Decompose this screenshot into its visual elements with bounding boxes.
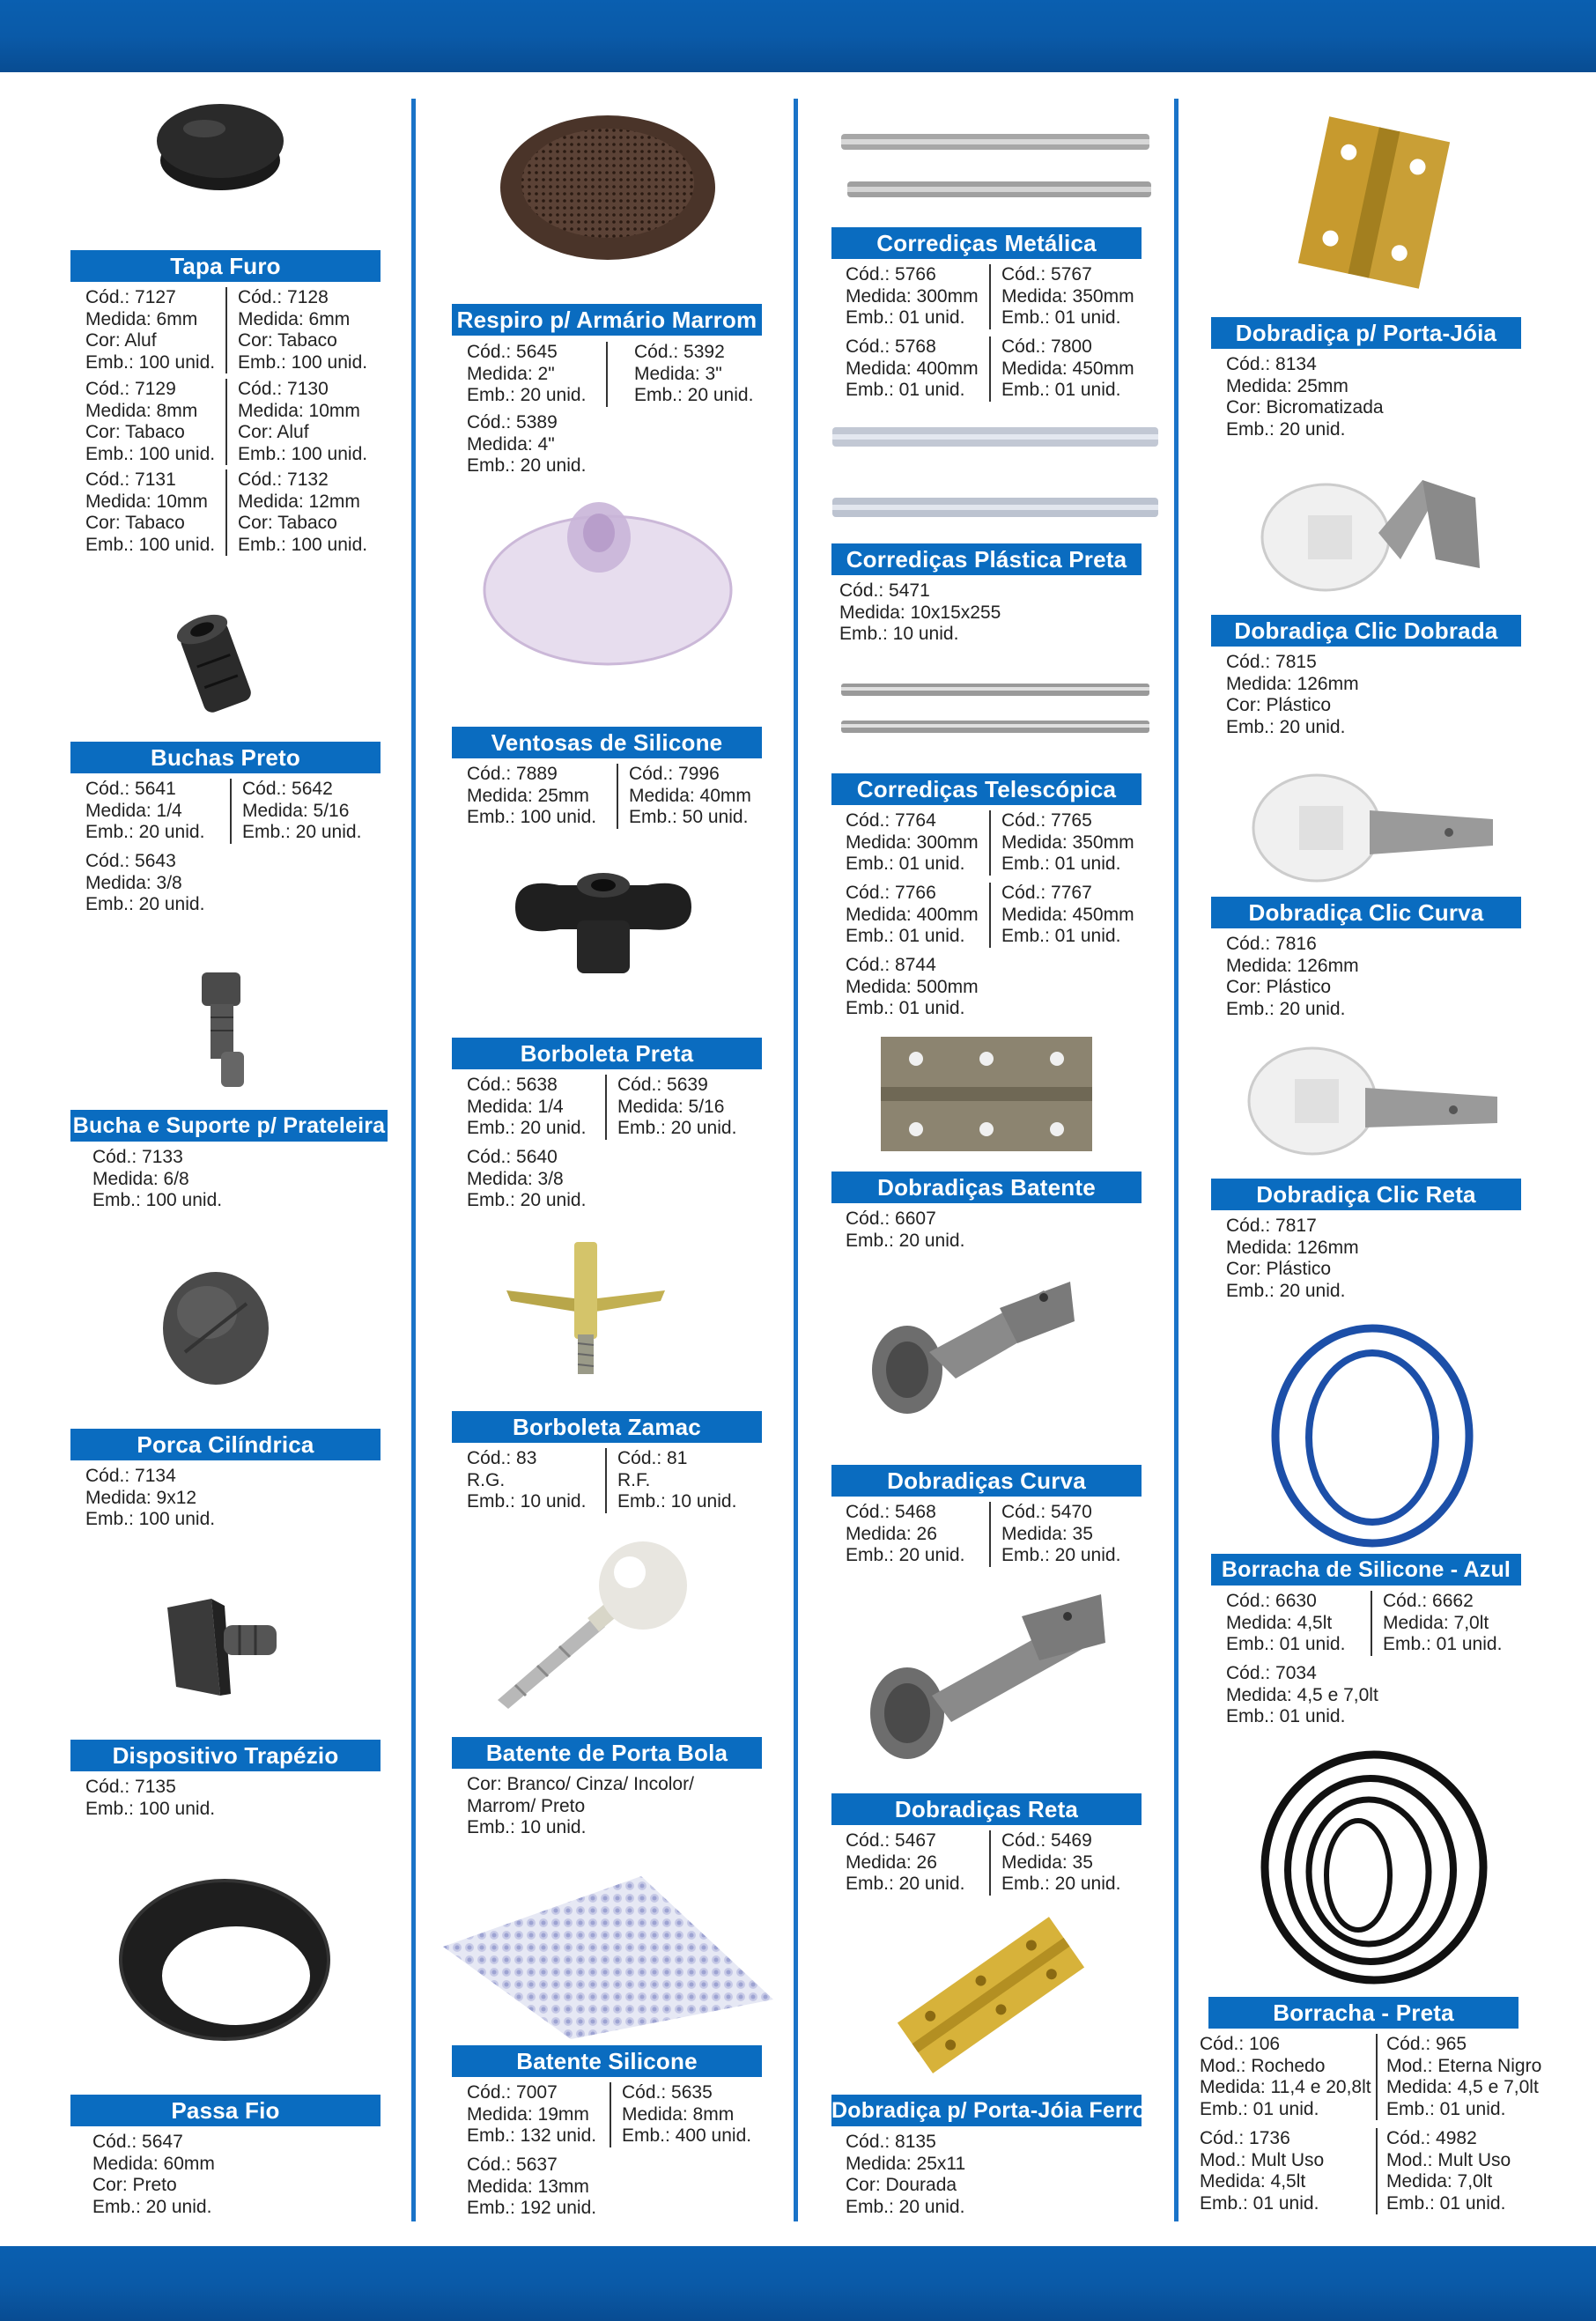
batente-bola-title: Batente de Porta Bola [452,1737,762,1769]
borracha-preta-1736: Cód.: 1736 Mod.: Mult Uso Medida: 4,5lt Emb.: 01 unid. [1200,2128,1325,2214]
dobradica-joia-ferro-title: Dobradiça p/ Porta-Jóia Ferro [831,2095,1142,2126]
dobradica-joia-ferro-image [881,1916,1101,2074]
corredicas-plastica-5471: Cód.: 5471 Medida: 10x15x255 Emb.: 10 unid. [839,580,1001,644]
borboleta-preta-title: Borboleta Preta [452,1038,762,1069]
column-divider-3 [1174,99,1179,2221]
corredicas-metalica-5768: Cód.: 5768 Medida: 400mm Emb.: 01 unid. [846,336,979,400]
clic-dobrada-title: Dobradiça Clic Dobrada [1211,615,1521,647]
tapa-furo-7131: Cód.: 7131 Medida: 10mm Cor: Tabaco Emb.: 100 unid. [85,469,216,555]
borboleta-zamac-81: Cód.: 81 R.F. Emb.: 10 unid. [605,1448,736,1513]
clic-curva-image [1238,758,1502,890]
borboleta-preta-5638: Cód.: 5638 Medida: 1/4 Emb.: 20 unid. [467,1075,587,1138]
buchas-preto-5641: Cód.: 5641 Medida: 1/4 Emb.: 20 unid. [85,779,205,842]
bucha-suporte-image [189,969,277,1092]
porca-cilindrica-7134: Cód.: 7134 Medida: 9x12 Emb.: 100 unid. [85,1466,216,1529]
tapa-furo-7132: Cód.: 7132 Medida: 12mm Cor: Tabaco Emb.: 100 unid. [225,469,367,556]
bottom-banner [0,2246,1596,2321]
clic-curva-title: Dobradiça Clic Curva [1211,897,1521,928]
dobradicas-batente-title: Dobradiças Batente [831,1172,1142,1203]
dispositivo-trapezio-title: Dispositivo Trapézio [70,1740,381,1771]
corredicas-metalica-title: Corrediças Metálica [831,227,1142,259]
borracha-azul-title: Borracha de Silicone - Azul [1211,1554,1521,1586]
borracha-preta-image [1260,1748,1489,1986]
tapa-furo-title: Tapa Furo [70,250,381,282]
dobradicas-reta-5467: Cód.: 5467 Medida: 26 Emb.: 20 unid. [846,1830,965,1894]
batente-silicone-image [439,1867,778,2044]
dobradicas-batente-image [876,1032,1097,1156]
top-banner [0,0,1596,72]
borboleta-preta-image [506,859,700,982]
corredicas-metalica-5766: Cód.: 5766 Medida: 300mm Emb.: 01 unid. [846,264,979,328]
ventosas-image [476,484,740,669]
corredicas-plastica-title: Corrediças Plástica Preta [831,543,1142,575]
corredicas-telescopica-7766: Cód.: 7766 Medida: 400mm Emb.: 01 unid. [846,883,979,946]
clic-dobrada-image [1246,462,1493,603]
clic-reta-7817: Cód.: 7817 Medida: 126mm Cor: Plástico Emb.: 20 unid. [1226,1216,1359,1301]
borracha-azul-6662: Cód.: 6662 Medida: 7,0lt Emb.: 01 unid. [1371,1591,1502,1656]
borracha-preta-106: Cód.: 106 Mod.: Rochedo Medida: 11,4 e 20,8lt Emb.: 01 unid. [1200,2034,1371,2119]
batente-silicone-7007: Cód.: 7007 Medida: 19mm Emb.: 132 unid. [467,2082,597,2146]
borracha-azul-6630: Cód.: 6630 Medida: 4,5lt Emb.: 01 unid. [1226,1591,1346,1654]
porca-cilindrica-image [159,1268,273,1387]
corredicas-telescopica-title: Corrediças Telescópica [831,773,1142,805]
dispositivo-trapezio-7135: Cód.: 7135 Emb.: 100 unid. [85,1777,216,1819]
tapa-furo-image [150,99,291,196]
dobradica-joia-ferro-8135: Cód.: 8135 Medida: 25x11 Cor: Dourada Emb.: 20 unid. [846,2132,966,2217]
dobradica-joia-8134: Cód.: 8134 Medida: 25mm Cor: Bicromatizada Emb.: 20 unid. [1226,354,1384,440]
borboleta-zamac-title: Borboleta Zamac [452,1411,762,1443]
ventosas-7889: Cód.: 7889 Medida: 25mm Emb.: 100 unid. [467,764,597,827]
respiro-title: Respiro p/ Armário Marrom [452,304,762,336]
corredicas-telescopica-7764: Cód.: 7764 Medida: 300mm Emb.: 01 unid. [846,810,979,874]
dobradicas-curva-5470: Cód.: 5470 Medida: 35 Emb.: 20 unid. [989,1502,1120,1567]
corredicas-telescopica-8744: Cód.: 8744 Medida: 500mm Emb.: 01 unid. [846,955,979,1018]
ventosas-title: Ventosas de Silicone [452,727,762,758]
respiro-5645: Cód.: 5645 Medida: 2" Emb.: 20 unid. [467,342,587,405]
batente-bola-info: Cor: Branco/ Cinza/ Incolor/ Marrom/ Preto Emb.: 10 unid. [467,1774,694,1837]
dispositivo-trapezio-image [159,1590,291,1713]
borboleta-preta-5639: Cód.: 5639 Medida: 5/16 Emb.: 20 unid. [605,1075,736,1140]
borboleta-zamac-83: Cód.: 83 R.G. Emb.: 10 unid. [467,1448,587,1512]
borracha-preta-title: Borracha - Preta [1208,1997,1518,2029]
borracha-azul-7034: Cód.: 7034 Medida: 4,5 e 7,0lt Emb.: 01 unid. [1226,1663,1378,1726]
dobradicas-reta-5469: Cód.: 5469 Medida: 35 Emb.: 20 unid. [989,1830,1120,1896]
clic-reta-title: Dobradiça Clic Reta [1211,1179,1521,1210]
passa-fio-title: Passa Fio [70,2095,381,2126]
corredicas-telescopica-7765: Cód.: 7765 Medida: 350mm Emb.: 01 unid. [989,810,1134,876]
dobradica-joia-title: Dobradiça p/ Porta-Jóia [1211,317,1521,349]
corredicas-metalica-5767: Cód.: 5767 Medida: 350mm Emb.: 01 unid. [989,264,1134,329]
column-divider-1 [411,99,416,2221]
dobradicas-batente-6607: Cód.: 6607 Emb.: 20 unid. [846,1209,965,1251]
corredicas-telescopica-7767: Cód.: 7767 Medida: 450mm Emb.: 01 unid. [989,883,1134,948]
column-divider-2 [794,99,798,2221]
clic-reta-image [1233,1039,1506,1163]
tapa-furo-7130: Cód.: 7130 Medida: 10mm Cor: Aluf Emb.: 100 unid. [225,379,367,465]
dobradicas-curva-5468: Cód.: 5468 Medida: 26 Emb.: 20 unid. [846,1502,965,1565]
dobradicas-reta-image [863,1590,1110,1766]
corredicas-plastica-image [828,418,1163,533]
dobradicas-reta-title: Dobradiças Reta [831,1793,1142,1825]
porca-cilindrica-title: Porca Cilíndrica [70,1429,381,1460]
tapa-furo-7129: Cód.: 7129 Medida: 8mm Cor: Tabaco Emb.: 100 unid. [85,379,216,464]
tapa-furo-7128: Cód.: 7128 Medida: 6mm Cor: Tabaco Emb.: 100 unid. [225,287,367,373]
dobradica-joia-image [1295,115,1453,291]
respiro-5392: Cód.: 5392 Medida: 3" Emb.: 20 unid. [606,342,753,407]
clic-curva-7816: Cód.: 7816 Medida: 126mm Cor: Plástico Emb.: 20 unid. [1226,934,1359,1019]
bucha-suporte-7133: Cód.: 7133 Medida: 6/8 Emb.: 100 unid. [92,1147,223,1210]
batente-bola-image [489,1537,700,1713]
borracha-preta-4982: Cód.: 4982 Mod.: Mult Uso Medida: 7,0lt Emb.: 01 unid. [1376,2128,1511,2214]
tapa-furo-7127: Cód.: 7127 Medida: 6mm Cor: Aluf Emb.: 100 unid. [85,287,216,373]
dobradicas-curva-title: Dobradiças Curva [831,1465,1142,1497]
buchas-preto-5642: Cód.: 5642 Medida: 5/16 Emb.: 20 unid. [230,779,361,844]
bucha-suporte-title: Bucha e Suporte p/ Prateleira [70,1110,388,1142]
borboleta-zamac-image [502,1238,669,1379]
passa-fio-image [115,1872,335,2048]
dobradicas-curva-image [868,1273,1079,1423]
borracha-azul-image [1268,1321,1480,1550]
corredicas-metalica-image [837,123,1154,211]
passa-fio-5647: Cód.: 5647 Medida: 60mm Cor: Preto Emb.: 20 unid. [92,2132,215,2217]
respiro-image [498,113,718,262]
batente-silicone-5637: Cód.: 5637 Medida: 13mm Emb.: 192 unid. [467,2155,597,2218]
buchas-preto-5643: Cód.: 5643 Medida: 3/8 Emb.: 20 unid. [85,851,205,914]
borracha-preta-965: Cód.: 965 Mod.: Eterna Nigro Medida: 4,5 e 7,0lt Emb.: 01 unid. [1376,2034,1541,2120]
buchas-preto-image [159,608,273,731]
batente-silicone-title: Batente Silicone [452,2045,762,2077]
batente-silicone-5635: Cód.: 5635 Medida: 8mm Emb.: 400 unid. [610,2082,751,2147]
borboleta-preta-5640: Cód.: 5640 Medida: 3/8 Emb.: 20 unid. [467,1147,587,1210]
ventosas-7996: Cód.: 7996 Medida: 40mm Emb.: 50 unid. [617,764,751,829]
corredicas-metalica-7800: Cód.: 7800 Medida: 450mm Emb.: 01 unid. [989,336,1134,402]
buchas-preto-title: Buchas Preto [70,742,381,773]
respiro-5389: Cód.: 5389 Medida: 4" Emb.: 20 unid. [467,412,587,476]
clic-dobrada-7815: Cód.: 7815 Medida: 126mm Cor: Plástico Emb.: 20 unid. [1226,652,1359,737]
corredicas-telescopica-image [837,678,1154,740]
